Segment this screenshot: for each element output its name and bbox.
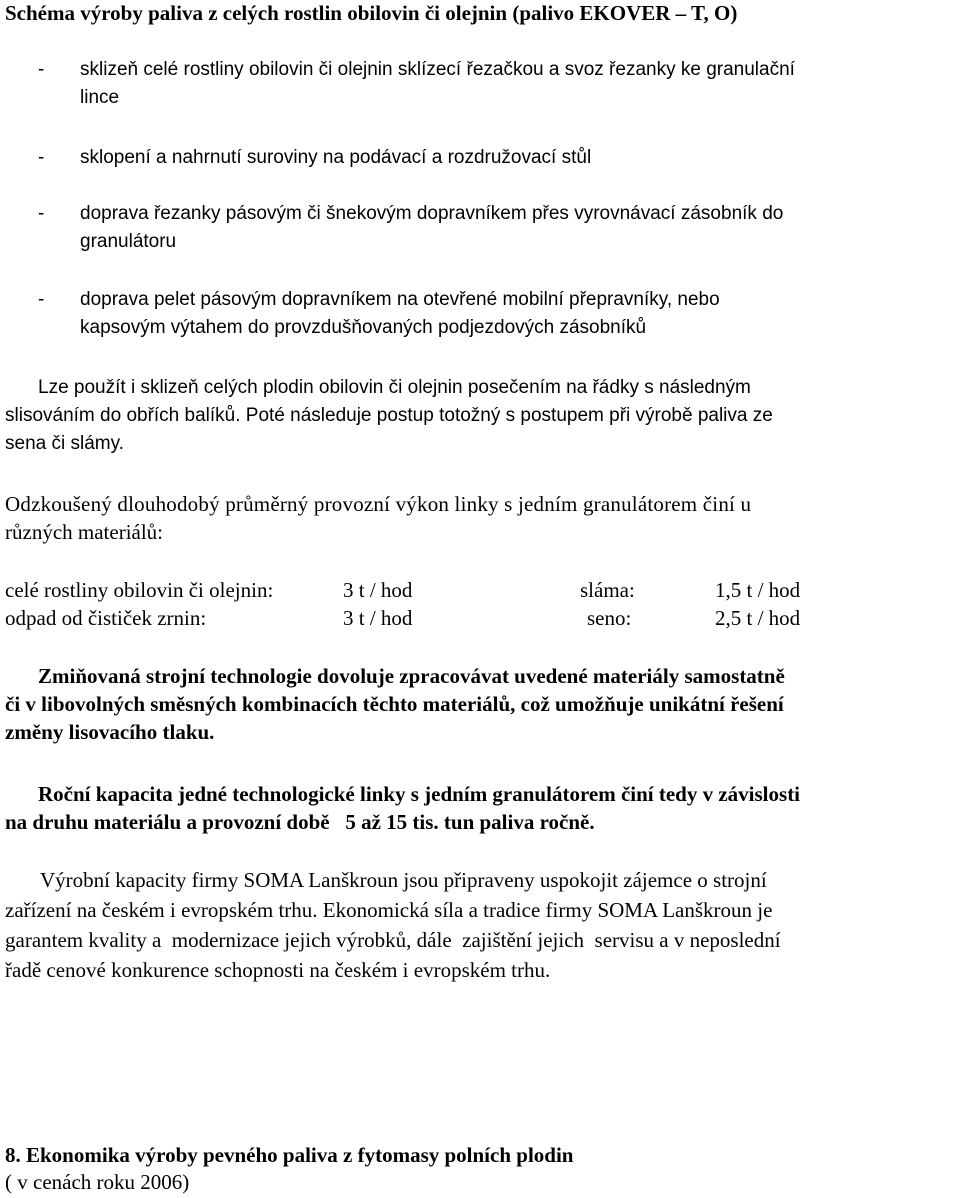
- paragraph-line: na druhu materiálu a provozní době 5 až 15 tis. tun paliva ročně.: [5, 810, 595, 834]
- list-dash: -: [38, 147, 45, 168]
- paragraph-line: Roční kapacita jedné technologické linky s jedním granulátorem činí tedy v závislosti: [38, 782, 801, 806]
- table-cell-value: 3 t / hod: [343, 578, 413, 602]
- table-cell-material: seno:: [587, 606, 632, 630]
- paragraph-line: či v libovolných směsných kombinacích těchto materiálů, což umožňuje unikátní řešení: [5, 692, 784, 716]
- paragraph-line: Výrobní kapacity firmy SOMA Lanškroun jsou připraveny uspokojit zájemce o strojní: [40, 868, 767, 892]
- list-item-line: sklizeň celé rostliny obilovin či olejnin sklízecí řezačkou a svoz řezanky ke granulační: [80, 59, 795, 80]
- table-cell-material: odpad od čističek zrnin:: [5, 606, 207, 630]
- list-item-line: doprava pelet pásovým dopravníkem na otevřené mobilní přepravníky, nebo: [80, 289, 720, 310]
- paragraph-line: řadě cenové konkurence schopnosti na českém i evropském trhu.: [5, 958, 551, 982]
- list-item-line: granulátoru: [80, 231, 177, 252]
- table-cell-value: 1,5 t / hod: [715, 578, 801, 602]
- table-cell-material: sláma:: [580, 578, 635, 602]
- paragraph-line: sena či slámy.: [5, 433, 124, 454]
- table-cell-value: 3 t / hod: [343, 606, 413, 630]
- paragraph-line: zařízení na českém i evropském trhu. Ekonomická síla a tradice firmy SOMA Lanškroun je: [5, 898, 773, 922]
- section-heading: 8. Ekonomika výroby pevného paliva z fytomasy polních plodin: [5, 1143, 574, 1167]
- list-dash: -: [38, 289, 45, 310]
- paragraph-line: slisováním do obřích balíků. Poté následuje postup totožný s postupem při výrobě paliva ze: [5, 405, 773, 426]
- list-item-line: kapsovým výtahem do provzdušňovaných podjezdových zásobníků: [80, 317, 647, 338]
- list-dash: -: [38, 203, 45, 224]
- list-item-line: doprava řezanky pásovým či šnekovým dopravníkem přes vyrovnávací zásobník do: [80, 203, 784, 224]
- paragraph-line: různých materiálů:: [5, 520, 164, 544]
- paragraph-line: garantem kvality a modernizace jejich výrobků, dále zajištění jejich servisu a v neposlední: [5, 928, 781, 952]
- list-item-line: lince: [80, 87, 120, 108]
- table-cell-material: celé rostliny obilovin či olejnin:: [5, 578, 274, 602]
- table-cell-value: 2,5 t / hod: [715, 606, 801, 630]
- paragraph-line: Lze použít i sklizeň celých plodin obilovin či olejnin posečením na řádky s následným: [38, 377, 751, 398]
- paragraph-line: Zmiňovaná strojní technologie dovoluje zpracovávat uvedené materiály samostatně: [38, 664, 785, 688]
- section-subheading: ( v cenách roku 2006): [5, 1170, 190, 1194]
- list-item-line: sklopení a nahrnutí suroviny na podávací a rozdružovací stůl: [80, 147, 592, 168]
- paragraph-line: Odzkoušený dlouhodobý průměrný provozní výkon linky s jedním granulátorem činí u: [5, 492, 752, 516]
- list-dash: -: [38, 59, 45, 80]
- paragraph-line: změny lisovacího tlaku.: [5, 720, 215, 744]
- page-title: Schéma výroby paliva z celých rostlin obilovin či olejnin (palivo EKOVER – T, O): [5, 1, 738, 25]
